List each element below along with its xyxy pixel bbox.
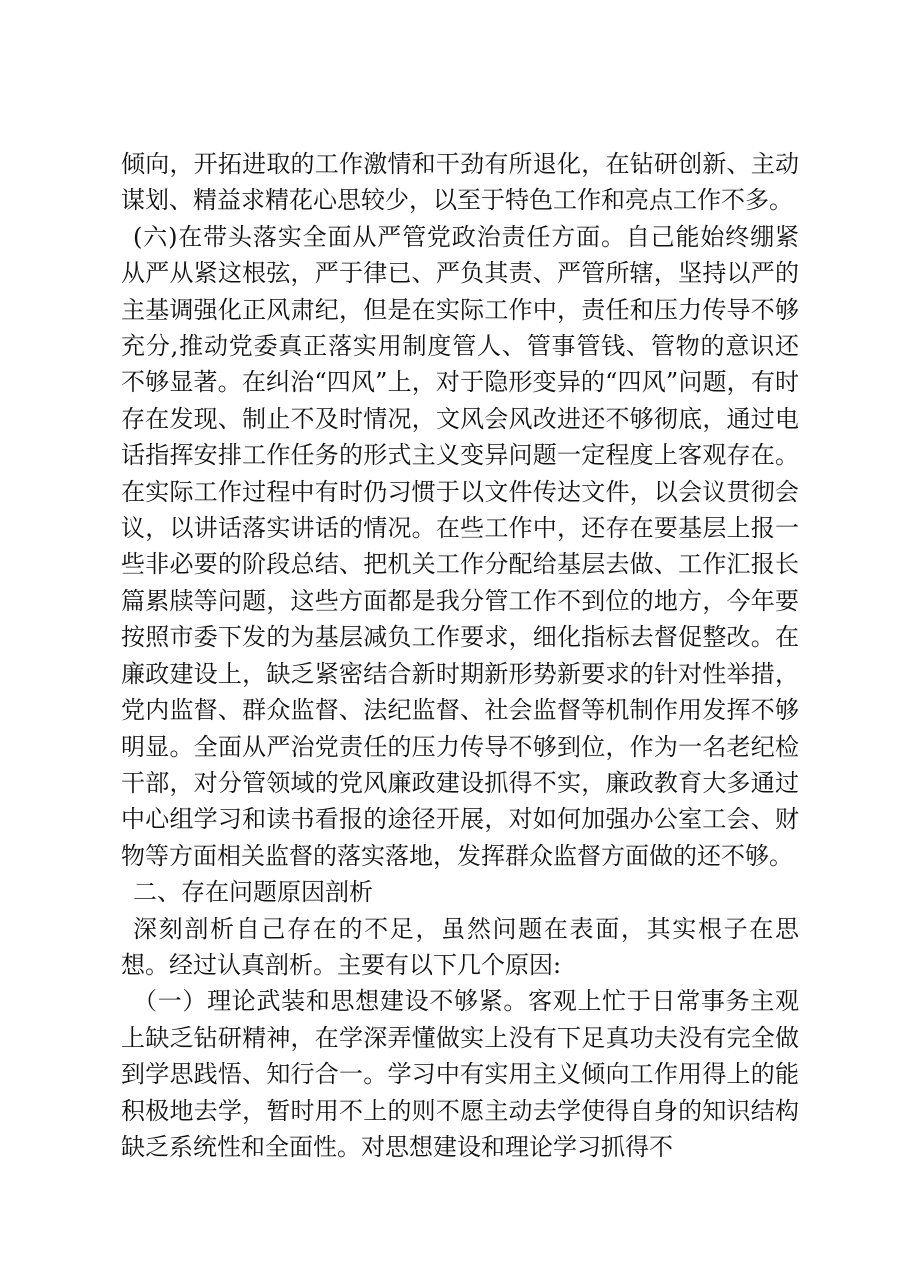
- section-heading-cause-analysis: 二、存在问题原因剖析: [133, 878, 373, 907]
- paragraph-section-six: (六)在带头落实全面从严管党政治责任方面。自己能始终绷紧从严从紧这根弦，严于律已、严负其责、严管所辖，坚持以严的主基调强化正风肃纪，但是在实际工作中，责任和压力传导不够充分,推动党委真正落实用制度管人、管事管钱、管物的意识还不够显著。在纠治“四风”上，对于隐形变异的“四风”问题，有时存在发现、制止不及时情况，文风会风改进还不够彻底，通过电话指挥安排工作任务的形式主义变异问题一定程度上客观存在。在实际工作过程中有时仍习惯于以文件传达文件，以会议贯彻会议，以讲话落实讲话的情况。在些工作中，还存在要基层上报一些非必要的阶段总结、把机关工作分配给基层去做、工作汇报长篇累牍等问题，这些方面都是我分管工作不到位的地方，今年要按照市委下发的为基层减负工作要求，细化指标去督促整改。在廉政建设上，缺乏紧密结合新时期新形势新要求的针对性举措，党内监督、群众监督、法纪监督、社会监督等机制作用发挥不够明显。全面从严治党责任的压力传导不够到位，作为一名老纪检干部，对分管领域的党风廉政建设抓得不实，廉政教育大多通过中心组学习和读书看报的途径开展，对如何加强办公室工会、财物等方面相关监督的落实落地，发挥群众监督方面做的还不够。: [121, 222, 799, 870]
- paragraph-analysis-intro: 深刻剖析自己存在的不足，虽然问题在表面，其实根子在思想。经过认真剖析。主要有以下几个原因:: [121, 914, 799, 979]
- document-body: [121, 146, 799, 1165]
- paragraph-cause-one: （一）理论武装和思想建设不够紧。客观上忙于日常事务主观上缺乏钻研精神，在学深弄懂做实上没有下足真功夫没有完全做到学思践悟、知行合一。学习中有实用主义倾向工作用得上的能积极地去学，暂时用不上的则不愿主动去学使得自身的知识结构缺乏系统性和全面性。对思想建设和理论学习抓得不: [121, 987, 799, 1161]
- paragraph-continuation: 倾向，开拓进取的工作激情和干劲有所退化，在钻研创新、主动谋划、精益求精花心思较少，以至于特色工作和亮点工作不多。: [121, 150, 799, 215]
